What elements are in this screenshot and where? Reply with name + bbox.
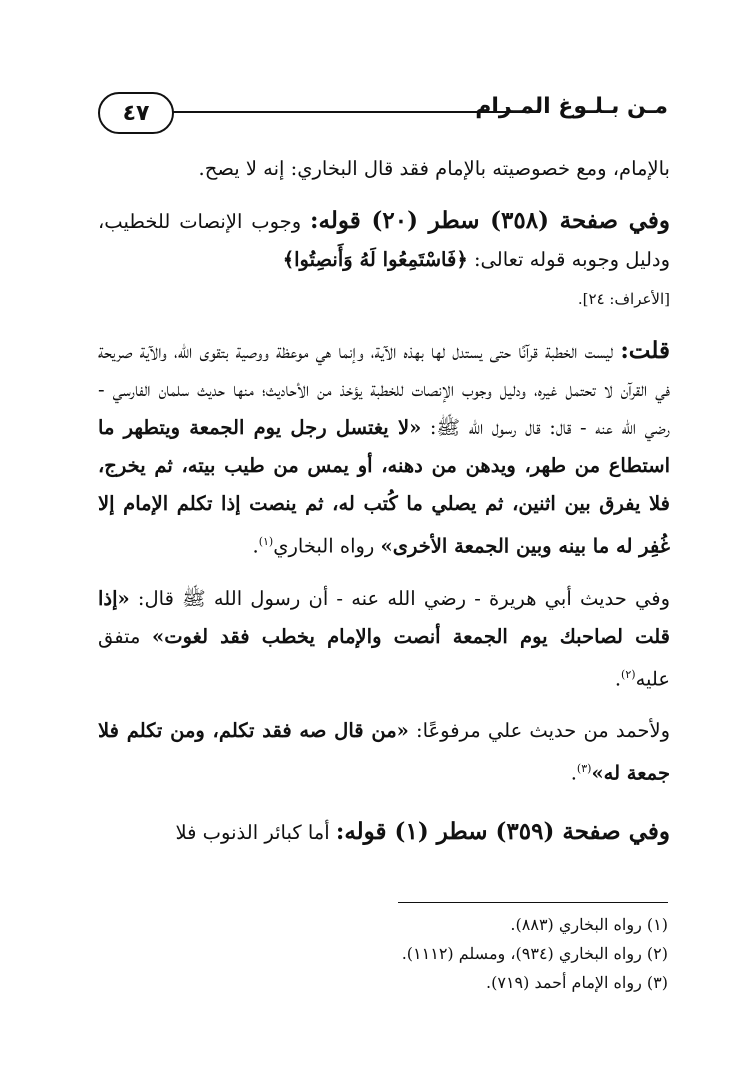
quran-verse: ﴿فَاسْتَمِعُوا لَهُ وَأَنصِتُوا﴾ [282, 248, 468, 271]
footnote-ref-3: (٣) [576, 762, 592, 775]
paragraph-3-dot: . [252, 534, 259, 558]
paragraph-4 [98, 580, 670, 699]
footnote-2: (٢) رواه البخاري (٩٣٤)، ومسلم (١١١٢). [401, 944, 668, 963]
paragraph-2 [98, 202, 670, 318]
paragraph-5 [98, 712, 670, 793]
paragraph-4-text: وفي حديث أبي هريرة - رضي الله عنه - أن رسول الله ﷺ قال: [129, 586, 670, 610]
hadith-ali: «من قال صه فقد تكلم، ومن تكلم فلا جمعة له» [98, 719, 670, 785]
paragraph-4-end: متفق عليه [98, 624, 670, 690]
paragraph-5-text: ولأحمد من حديث علي مرفوعًا: [408, 719, 671, 742]
paragraph-3 [98, 332, 670, 566]
footnote-3: (٣) رواه الإمام أحمد (٧١٩). [486, 973, 668, 992]
paragraph-6-text: أما كبائر الذنوب فلا [175, 820, 336, 844]
hadith-abu-hurayra: «إذا قلت لصاحبك يوم الجمعة أنصت والإمام يخطب فقد لغوت» [98, 586, 670, 648]
paragraph-1 [98, 150, 670, 188]
page-header [98, 92, 668, 136]
footnote-1: (١) رواه البخاري (٨٨٣). [510, 915, 668, 934]
page-number: ٤٧ [122, 100, 150, 126]
footnote-ref-2: (٢) [621, 667, 636, 681]
footnote-separator [398, 902, 668, 903]
paragraph-2-lead: وفي صفحة (٣٥٨) سطر (٢٠) قوله: [310, 207, 670, 234]
paragraph-4-dot: . [614, 667, 622, 690]
paragraph-3-end: رواه البخاري [273, 534, 381, 558]
paragraph-1-text: بالإمام، ومع خصوصيته بالإمام فقد قال البخاري: إنه لا يصح. [198, 157, 670, 180]
page-body [98, 150, 670, 852]
paragraph-6-lead: وفي صفحة (٣٥٩) سطر (١) قوله: [335, 817, 670, 845]
footnote-ref-1: (١) [258, 535, 274, 548]
running-title: مـن بـلـوغ المـرام [475, 94, 668, 119]
paragraph-2-end: . [577, 290, 583, 308]
paragraph-3-text: ليست الخطبة قرآنًا حتى يستدل لها بهذه الآية، وإنما هي موعظة ووصية بتقوى الله، والآية صريحة في القرآن لا تحتمل غيره، ودليل وجوب الإنصات للخطبة يؤخذ من الأحاديث؛ منها حديث سلمان الفارسي - رضي الله عنه - قال: قال رسول الله ﷺ: [98, 340, 670, 439]
verse-reference: [الأعراف: ٢٤] [582, 290, 670, 308]
paragraph-3-lead: قلت: [620, 337, 670, 364]
hadith-salman: «لا يغتسل رجل يوم الجمعة ويتطهر ما استطاع من طهر، ويدهن من دهنه، أو يمس من طيب بيته، ثم يخرج، فلا يفرق بين اثنين، ثم يصلي ما كُتب له، ثم ينصت إذا تكلم الإمام إلا غُفِر له ما بينه وبين الجمعة الأخرى» [98, 416, 670, 558]
footnotes [68, 910, 668, 997]
paragraph-6 [98, 813, 670, 852]
paragraph-2-text: وجوب الإنصات للخطيب، ودليل وجوبه قوله تعالى: [98, 210, 670, 271]
paragraph-5-dot: . [570, 761, 577, 785]
page-number-badge [98, 92, 174, 134]
